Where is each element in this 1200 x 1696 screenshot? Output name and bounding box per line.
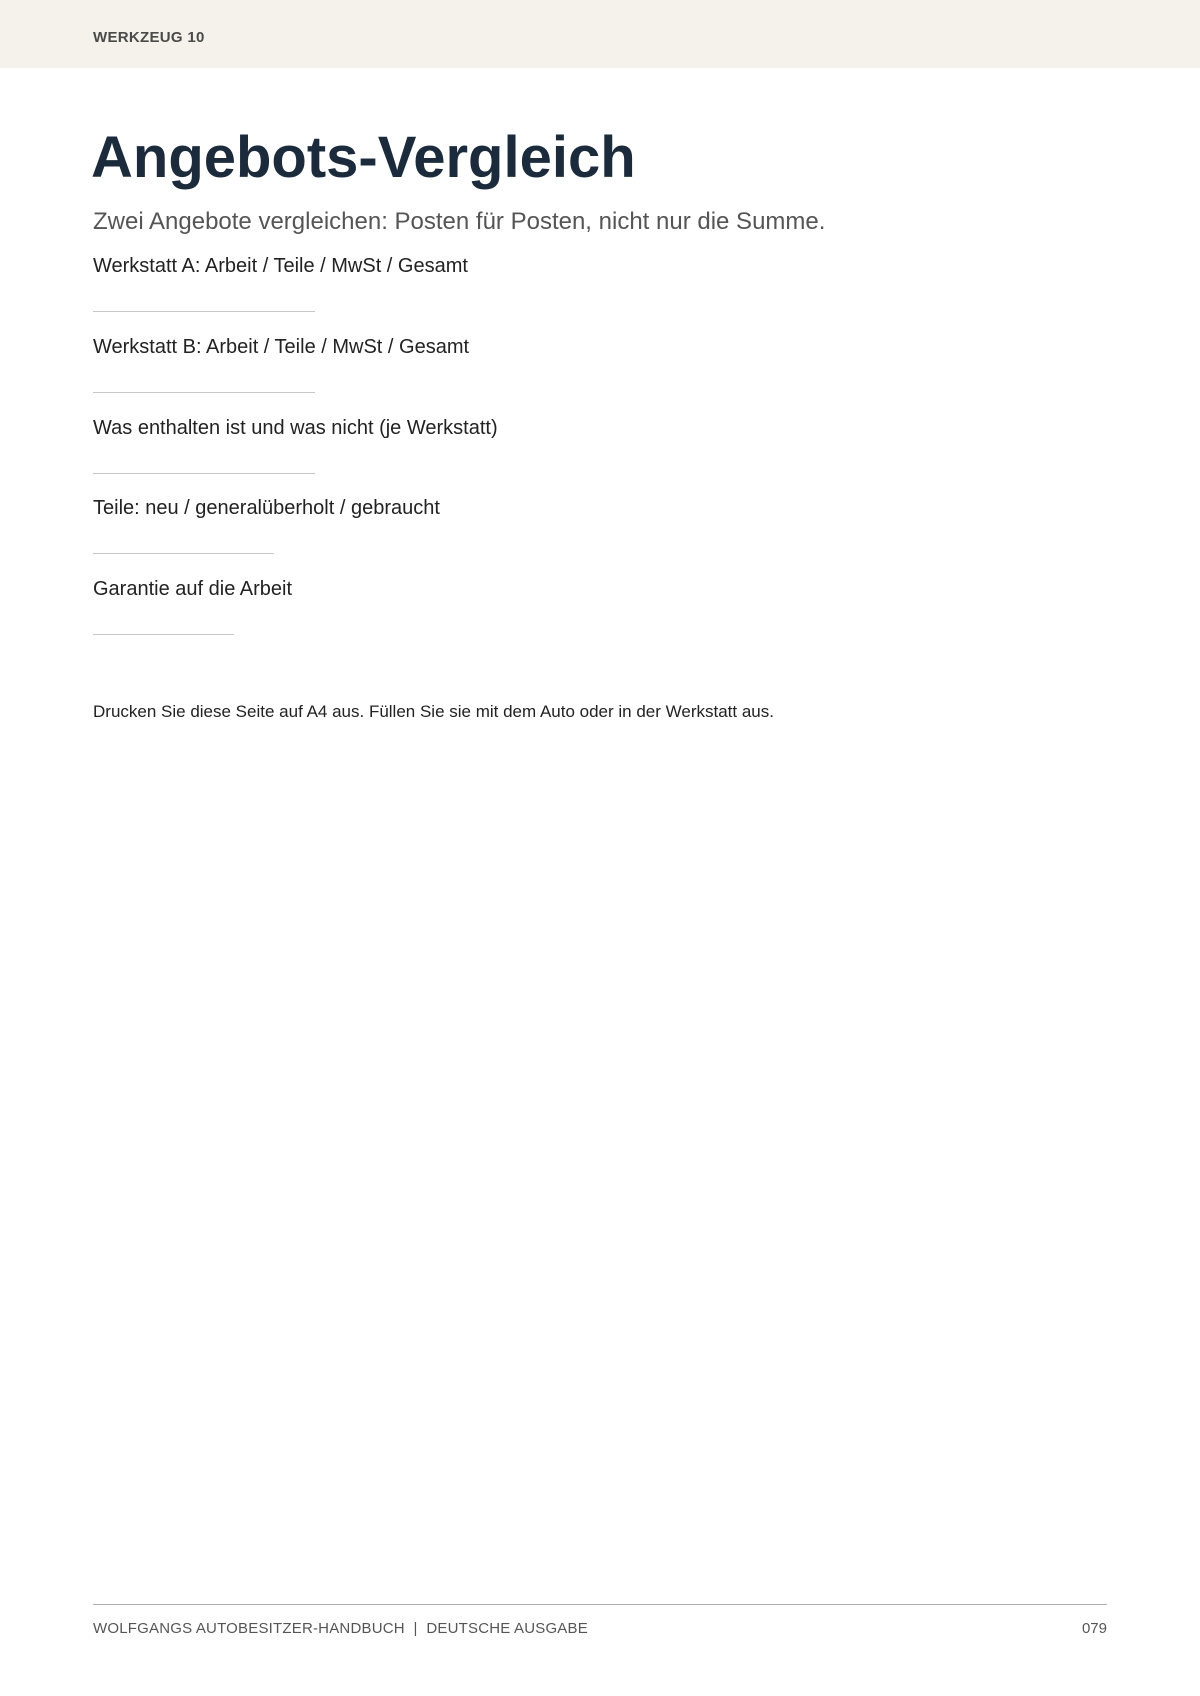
footer-book-title: WOLFGANGS AUTOBESITZER-HANDBUCH | DEUTSCHE AUSGABE xyxy=(93,1620,588,1637)
field-label: Werkstatt A: Arbeit / Teile / MwSt / Gesamt xyxy=(93,255,468,277)
write-line[interactable] xyxy=(93,634,234,635)
field-label: Garantie auf die Arbeit xyxy=(93,578,293,600)
write-line[interactable] xyxy=(93,311,315,312)
field-parts xyxy=(93,497,440,520)
write-line[interactable] xyxy=(93,392,315,393)
page-subtitle: Zwei Angebote vergleichen: Posten für Posten, nicht nur die Summe. xyxy=(93,208,826,235)
tool-label: WERKZEUG 10 xyxy=(93,29,205,46)
field-label: Teile: neu / generalüberholt / gebraucht xyxy=(93,497,440,519)
field-warranty xyxy=(93,578,292,601)
header-band xyxy=(0,0,1200,68)
field-label: Werkstatt B: Arbeit / Teile / MwSt / Gesamt xyxy=(93,336,470,358)
field-werkstatt-b xyxy=(93,336,469,359)
page-number: 079 xyxy=(1081,1620,1107,1637)
field-label: Was enthalten ist und was nicht (je Werkstatt) xyxy=(93,417,498,439)
field-werkstatt-a xyxy=(93,255,468,278)
field-included xyxy=(93,417,498,440)
page-title: Angebots-Vergleich xyxy=(91,125,636,190)
write-line[interactable] xyxy=(93,553,274,554)
footer-divider xyxy=(93,1604,1107,1605)
write-line[interactable] xyxy=(93,473,315,474)
print-note: Drucken Sie diese Seite auf A4 aus. Füllen Sie sie mit dem Auto oder in der Werkstatt aus. xyxy=(93,702,774,721)
